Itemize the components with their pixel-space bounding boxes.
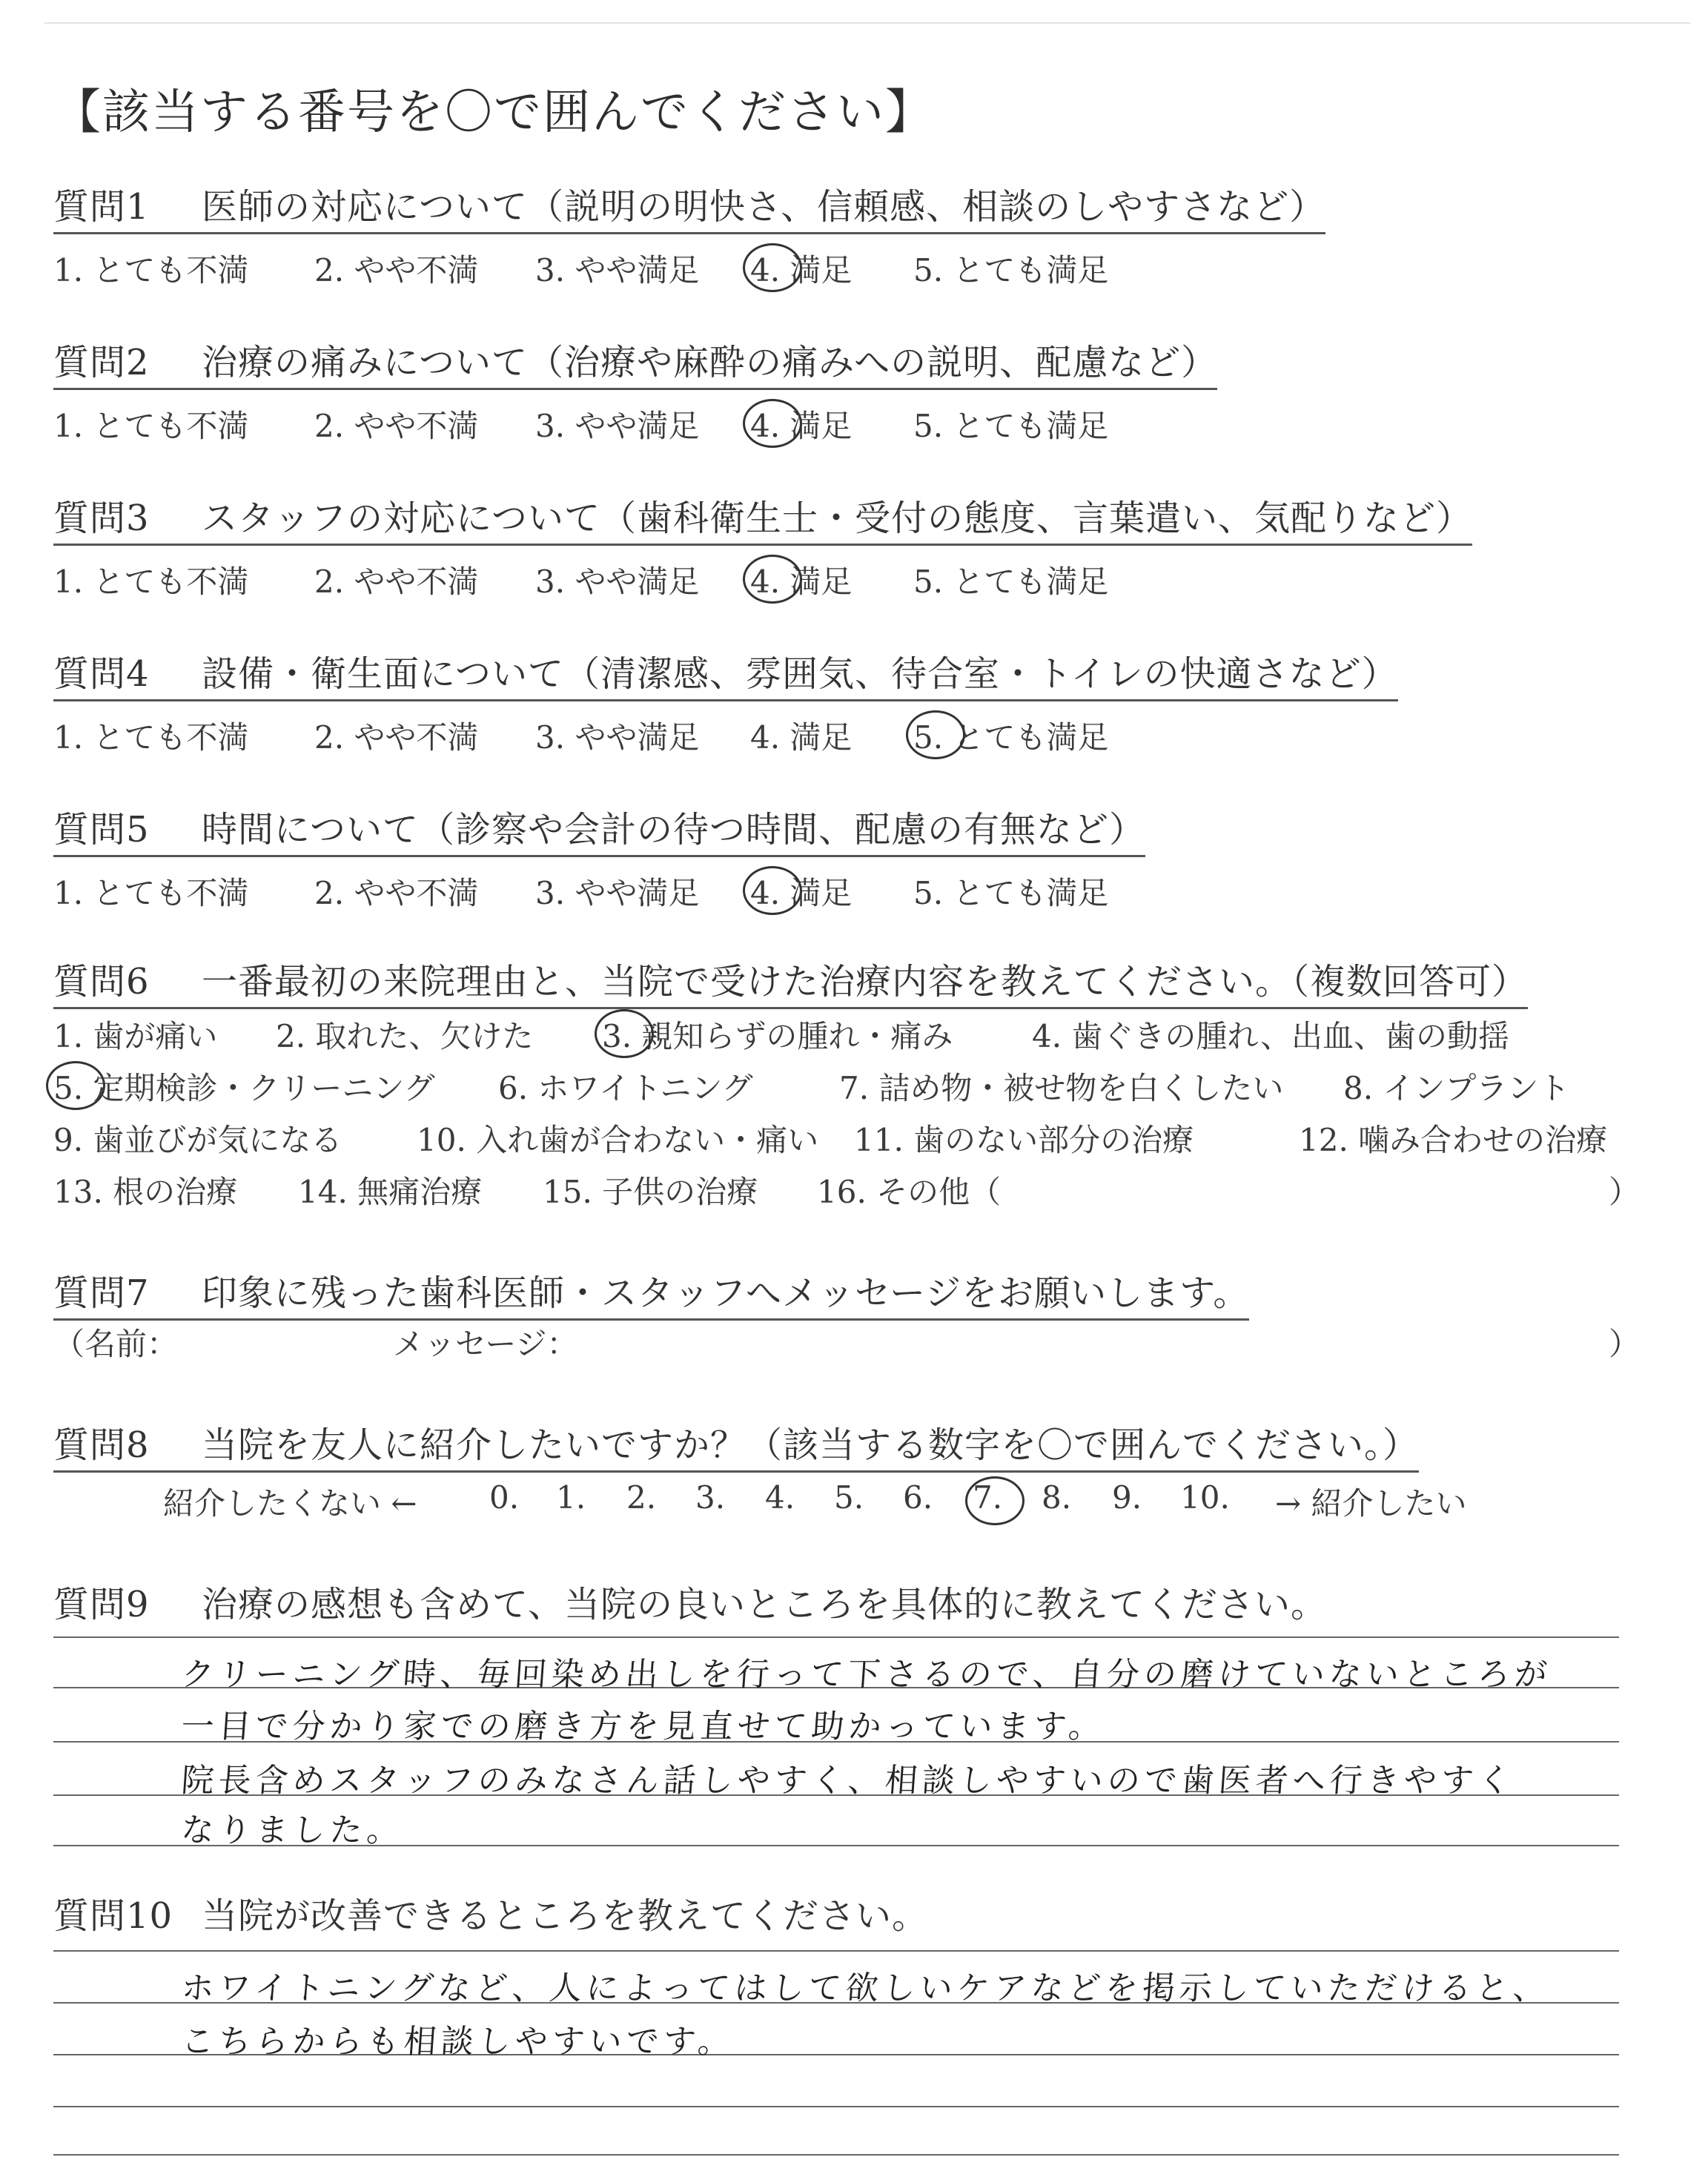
option-3[interactable]: 3. やや満足 xyxy=(535,719,700,756)
question-text: 治療の感想も含めて、当院の良いところを具体的に教えてください。 xyxy=(202,1584,1328,1625)
scale-10[interactable]: 10. xyxy=(1180,1479,1230,1516)
options-row xyxy=(53,246,1325,288)
scale-9[interactable]: 9. xyxy=(1112,1479,1142,1516)
scale-0[interactable]: 0. xyxy=(489,1479,520,1516)
option-4-circled[interactable]: 4. 満足 xyxy=(750,558,852,602)
question-8-title xyxy=(53,1416,1419,1473)
scale-7-circled[interactable]: 7. xyxy=(973,1479,1003,1516)
option-5-circled[interactable]: 5. 定期検診・クリーニング xyxy=(53,1064,435,1109)
scale-6[interactable]: 6. xyxy=(903,1479,933,1516)
scale-1[interactable]: 1. xyxy=(556,1479,586,1516)
handwritten-answer-line: なりました。 xyxy=(179,1811,406,1849)
question-2 xyxy=(53,334,1217,443)
question-number: 質問4 xyxy=(53,653,150,695)
answer-rule xyxy=(53,1950,1619,1952)
option-5[interactable]: 5. とても満足 xyxy=(913,875,1109,911)
question-number: 質問6 xyxy=(53,961,150,1003)
options-row xyxy=(53,558,1472,599)
option-1[interactable]: 1. とても不満 xyxy=(53,408,249,444)
option-5[interactable]: 5. とても満足 xyxy=(913,564,1109,600)
option-13[interactable]: 13. 根の治療 xyxy=(53,1174,238,1210)
question-5 xyxy=(53,801,1145,911)
question-text: 治療の痛みについて（治療や麻酔の痛みへの説明、配慮など） xyxy=(202,342,1218,383)
question-5-title xyxy=(53,801,1145,857)
option-5-circled[interactable]: 5. とても満足 xyxy=(913,713,1108,758)
option-1[interactable]: 1. とても不満 xyxy=(53,875,249,911)
option-16[interactable]: 16. その他（ xyxy=(817,1174,1002,1210)
scale-right-label: → 紹介したい xyxy=(1275,1485,1467,1522)
option-4[interactable]: 4. 満足 xyxy=(750,719,853,756)
option-9[interactable]: 9. 歯並びが気になる xyxy=(53,1122,342,1158)
options-row xyxy=(53,869,1145,911)
option-3[interactable]: 3. やや満足 xyxy=(535,875,700,911)
question-6 xyxy=(53,953,1528,1009)
option-15[interactable]: 15. 子供の治療 xyxy=(543,1174,758,1210)
question-text: 当院が改善できるところを教えてください。 xyxy=(202,1895,929,1937)
question-7 xyxy=(53,1264,1249,1321)
question-9-title xyxy=(53,1576,1327,1627)
question-number: 質問5 xyxy=(53,809,150,851)
question-number: 質問7 xyxy=(53,1272,150,1314)
scale-left-label: 紹介したくない ← xyxy=(163,1485,417,1522)
scale-2[interactable]: 2. xyxy=(626,1479,657,1516)
question-3-title xyxy=(53,489,1472,546)
option-3-circled[interactable]: 3. 親知らずの腫れ・痛み xyxy=(602,1012,953,1057)
question-6-title xyxy=(53,953,1528,1009)
question-text: 印象に残った歯科医師・スタッフへメッセージをお願いします。 xyxy=(202,1272,1250,1314)
q6-close-paren: ） xyxy=(1609,1174,1641,1210)
question-text: 時間について（診察や会計の待つ時間、配慮の有無など） xyxy=(202,809,1146,851)
question-1-title xyxy=(53,178,1325,234)
options-row xyxy=(53,713,1398,755)
handwritten-answer-line: ホワイトニングなど、人によってはして欲しいケアなどを掲示していただけると、 xyxy=(179,1969,1552,2007)
question-number: 質問3 xyxy=(53,498,150,539)
option-12[interactable]: 12. 噛み合わせの治療 xyxy=(1299,1122,1608,1158)
question-number: 質問10 xyxy=(53,1895,173,1937)
question-text: 設備・衛生面について（清潔感、雰囲気、待合室・トイレの快適さなど） xyxy=(202,653,1398,695)
option-14[interactable]: 14. 無痛治療 xyxy=(298,1174,483,1210)
question-number: 質問9 xyxy=(53,1584,150,1625)
question-7-title xyxy=(53,1264,1249,1321)
option-4-circled[interactable]: 4. 満足 xyxy=(750,869,852,914)
question-2-title xyxy=(53,334,1217,390)
name-label: （名前： xyxy=(53,1326,179,1362)
option-2[interactable]: 2. やや不満 xyxy=(314,408,479,444)
question-8 xyxy=(53,1416,1419,1473)
handwritten-answer-line: こちらからも相談しやすいです。 xyxy=(179,2023,736,2061)
message-label: メッセージ： xyxy=(393,1326,578,1362)
option-2[interactable]: 2. やや不満 xyxy=(314,875,479,911)
answer-rule xyxy=(53,2154,1619,2156)
option-2[interactable]: 2. やや不満 xyxy=(314,564,479,600)
answer-rule xyxy=(53,2106,1619,2107)
handwritten-answer-line: クリーニング時、毎回染め出しを行って下さるので、自分の磨けていないところが xyxy=(179,1656,1553,1694)
question-10 xyxy=(53,1887,928,1938)
option-1[interactable]: 1. とても不満 xyxy=(53,719,249,756)
answer-rule xyxy=(53,1636,1619,1638)
question-1 xyxy=(53,178,1325,288)
question-number: 質問2 xyxy=(53,342,150,383)
options-row xyxy=(53,402,1217,443)
scale-5[interactable]: 5. xyxy=(834,1479,864,1516)
handwritten-answer-line: 院長含めスタッフのみなさん話しやすく、相談しやすいので歯医者へ行きやすく xyxy=(179,1762,1517,1800)
q7-close-paren: ） xyxy=(1609,1326,1641,1362)
option-2[interactable]: 2. やや不満 xyxy=(314,252,479,288)
option-1[interactable]: 1. 歯が痛い xyxy=(53,1018,218,1054)
scale-4[interactable]: 4. xyxy=(765,1479,795,1516)
question-4 xyxy=(53,645,1398,755)
option-4[interactable]: 4. 歯ぐきの腫れ、出血、歯の動揺 xyxy=(1032,1018,1509,1054)
question-text: 医師の対応について（説明の明快さ、信頼感、相談のしやすさなど） xyxy=(202,186,1326,228)
form-header: 【該当する番号を〇で囲んでください】 xyxy=(53,85,934,140)
option-2[interactable]: 2. やや不満 xyxy=(314,719,479,756)
question-text: スタッフの対応について（歯科衛生士・受付の態度、言葉遣い、気配りなど） xyxy=(202,498,1473,539)
scale-3[interactable]: 3. xyxy=(695,1479,726,1516)
question-text: 当院を友人に紹介したいですか？（該当する数字を〇で囲んでください。） xyxy=(202,1424,1420,1466)
option-4-circled[interactable]: 4. 満足 xyxy=(750,402,852,446)
question-3 xyxy=(53,489,1472,599)
option-2[interactable]: 2. 取れた、欠けた xyxy=(276,1018,534,1054)
option-7[interactable]: 7. 詰め物・被せ物を白くしたい xyxy=(839,1070,1284,1106)
handwritten-answer-line: 一目で分かり家での磨き方を見直せて助かっています。 xyxy=(179,1708,1107,1745)
question-4-title xyxy=(53,645,1398,701)
option-3[interactable]: 3. やや満足 xyxy=(535,564,700,600)
option-10[interactable]: 10. 入れ歯が合わない・痛い xyxy=(417,1122,819,1158)
option-3[interactable]: 3. やや満足 xyxy=(535,252,700,288)
question-text: 一番最初の来院理由と、当院で受けた治療内容を教えてください。（複数回答可） xyxy=(202,961,1529,1003)
option-4-circled[interactable]: 4. 満足 xyxy=(750,246,852,291)
scan-edge xyxy=(44,22,1690,24)
option-3[interactable]: 3. やや満足 xyxy=(535,408,700,444)
option-11[interactable]: 11. 歯のない部分の治療 xyxy=(854,1122,1194,1158)
question-9 xyxy=(53,1576,1327,1627)
option-5[interactable]: 5. とても満足 xyxy=(913,408,1109,444)
option-5[interactable]: 5. とても満足 xyxy=(913,252,1109,288)
option-8[interactable]: 8. インプラント xyxy=(1343,1070,1570,1106)
option-1[interactable]: 1. とても不満 xyxy=(53,564,249,600)
option-6[interactable]: 6. ホワイトニング xyxy=(498,1070,753,1106)
question-10-title xyxy=(53,1887,928,1938)
option-1[interactable]: 1. とても不満 xyxy=(53,252,249,288)
question-number: 質問1 xyxy=(53,186,150,228)
scale-8[interactable]: 8. xyxy=(1042,1479,1072,1516)
question-number: 質問8 xyxy=(53,1424,150,1466)
